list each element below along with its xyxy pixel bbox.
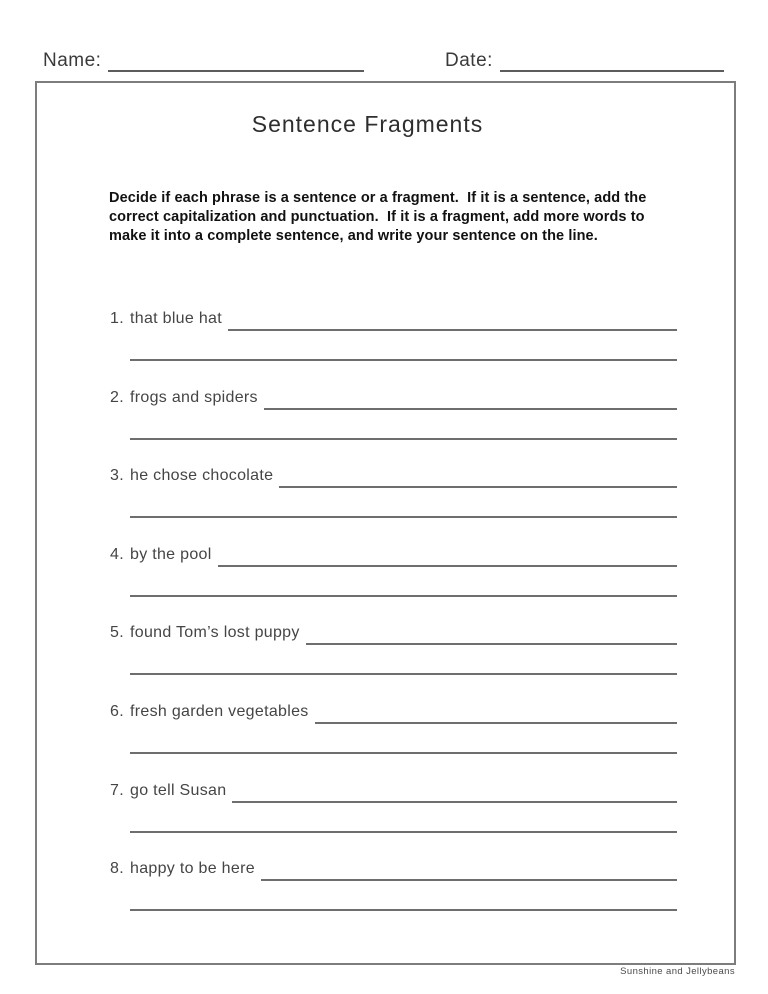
worksheet-item-8 [110,857,677,911]
item-number: 6. [110,703,124,720]
item-phrase: that blue hat [130,310,222,327]
worksheet-item-4 [110,543,677,597]
item-number: 4. [110,546,124,563]
item-phrase: happy to be here [130,860,255,877]
credit-text: Sunshine and Jellybeans [620,966,735,977]
item-phrase: he chose chocolate [130,467,274,484]
item-phrase: go tell Susan [130,782,227,799]
instructions-text: Decide if each phrase is a sentence or a fragment. If it is a sentence, add the correct capitalization and punctuation. If it is a fragment, add more words to make it into a complete sentence, and write your sentence on the line. [109,190,651,244]
worksheet-item-5 [110,621,677,675]
name-field [43,50,364,72]
item-number: 3. [110,467,124,484]
worksheet-frame [35,81,736,965]
answer-line[interactable] [279,464,677,488]
item-number: 8. [110,860,124,877]
answer-line-second[interactable] [130,438,677,440]
item-number: 7. [110,782,124,799]
answer-line[interactable] [264,386,677,410]
worksheet-item-7 [110,779,677,833]
worksheet-item-6 [110,700,677,754]
answer-line-second[interactable] [130,516,677,518]
worksheet-item-2 [110,386,677,440]
answer-line-second[interactable] [130,752,677,754]
answer-line-second[interactable] [130,359,677,361]
answer-line[interactable] [228,307,677,331]
answer-line[interactable] [232,779,677,803]
name-input-line[interactable] [108,50,364,72]
item-phrase: by the pool [130,546,212,563]
item-number: 2. [110,389,124,406]
worksheet-item-3 [110,464,677,518]
answer-line-second[interactable] [130,595,677,597]
answer-line[interactable] [315,700,677,724]
date-label: Date: [445,50,493,71]
answer-line-second[interactable] [130,831,677,833]
item-number: 1. [110,310,124,327]
worksheet-item-1 [110,307,677,361]
answer-line-second[interactable] [130,909,677,911]
answer-line[interactable] [218,543,677,567]
name-label: Name: [43,50,102,71]
answer-line[interactable] [306,621,677,645]
date-input-line[interactable] [500,50,724,72]
item-phrase: fresh garden vegetables [130,703,309,720]
page-title: Sentence Fragments [251,111,484,137]
item-phrase: found Tom’s lost puppy [130,624,300,641]
answer-line-second[interactable] [130,673,677,675]
date-field [445,50,724,72]
item-phrase: frogs and spiders [130,389,258,406]
item-number: 5. [110,624,124,641]
answer-line[interactable] [261,857,677,881]
